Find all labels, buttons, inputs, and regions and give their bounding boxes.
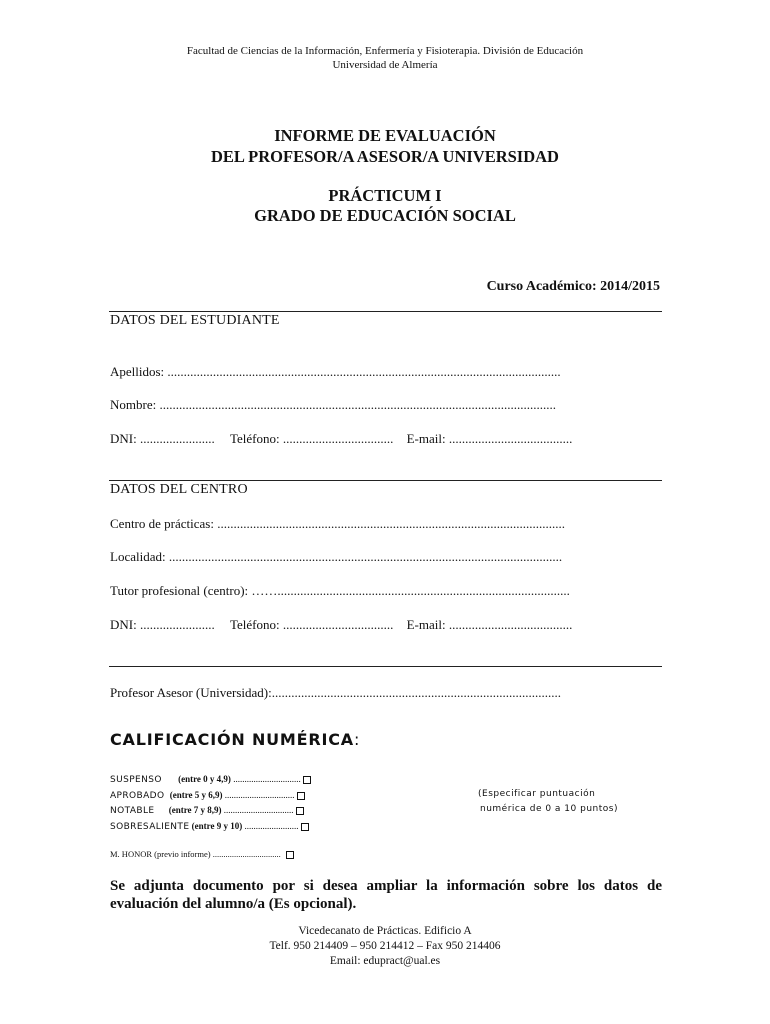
grade-row-honor bbox=[110, 849, 294, 859]
grade-label: NOTABLE bbox=[110, 806, 155, 816]
adjunta-note: Se adjunta documento por si desea ampliar la información sobre los datos de evaluación del alumno/a (Es opcional). bbox=[110, 878, 662, 912]
nombre-field[interactable]: Nombre: .......................................................................................................................... bbox=[110, 397, 556, 412]
tutor-profesional-field[interactable]: Tutor profesional (centro): …….......................................................................................... bbox=[110, 583, 570, 598]
checkbox[interactable] bbox=[297, 792, 305, 800]
center-section-heading: DATOS DEL CENTRO bbox=[110, 482, 248, 497]
student-contact-row bbox=[110, 431, 572, 447]
grade-row-suspenso bbox=[110, 774, 311, 785]
localidad-field[interactable]: Localidad: ......................................................................................................................... bbox=[110, 549, 563, 564]
calificacion-title: CALIFICACIÓN NUMÉRICA bbox=[110, 730, 354, 749]
checkbox[interactable] bbox=[296, 807, 304, 815]
student-email-field[interactable]: E-mail: ...................................... bbox=[406, 431, 573, 446]
center-contact-row bbox=[110, 617, 572, 633]
university-name: Universidad de Almería bbox=[332, 59, 438, 71]
academic-year: Curso Académico: 2014/2015 bbox=[486, 279, 660, 294]
grade-range: (entre 0 y 4,9) bbox=[178, 774, 231, 784]
grade-label: APROBADO bbox=[110, 791, 165, 801]
tutor-telefono-field[interactable]: Teléfono: .................................. bbox=[229, 617, 394, 632]
grade-dots: ............................... bbox=[223, 805, 294, 815]
tutor-dni-field[interactable]: DNI: ....................... bbox=[110, 617, 215, 632]
apellidos-field[interactable]: Apellidos: ......................................................................................................................... bbox=[110, 364, 561, 379]
grade-label: SUSPENSO bbox=[110, 775, 162, 785]
footer-email: Email: edupract@ual.es bbox=[329, 955, 441, 967]
footer-line-2: Telf. 950 214409 – 950 214412 – Fax 950 214406 bbox=[269, 940, 501, 952]
puntuacion-note bbox=[478, 787, 618, 817]
checkbox[interactable] bbox=[286, 851, 294, 859]
student-section-heading: DATOS DEL ESTUDIANTE bbox=[110, 313, 280, 328]
faculty-header: Facultad de Ciencias de la Información, Enfermería y Fisioterapia. División de Educación bbox=[186, 45, 584, 57]
calificacion-colon: : bbox=[353, 730, 361, 749]
grade-range: (entre 9 y 10) bbox=[191, 821, 243, 831]
divider bbox=[109, 666, 662, 667]
grade-label: SOBRESALIENTE bbox=[110, 822, 190, 832]
divider bbox=[109, 311, 662, 312]
grade-dots: ............................... bbox=[224, 790, 295, 800]
puntuacion-note-line-2: numérica de 0 a 10 puntos) bbox=[480, 804, 618, 814]
calificacion-heading bbox=[110, 730, 360, 749]
puntuacion-note-line-1: (Especificar puntuación bbox=[478, 789, 596, 799]
profesor-asesor-field[interactable]: Profesor Asesor (Universidad):......................................................................................... bbox=[110, 685, 561, 700]
grade-dots: ........................ bbox=[244, 821, 299, 831]
honor-label: M. HONOR (previo informe) ................................ bbox=[110, 849, 281, 859]
checkbox[interactable] bbox=[301, 823, 309, 831]
grade-row-aprobado bbox=[110, 790, 305, 801]
title-line-1: INFORME DE EVALUACIÓN bbox=[274, 126, 496, 145]
divider bbox=[109, 480, 662, 481]
grade-range: (entre 7 y 8,9) bbox=[168, 805, 222, 815]
student-dni-field[interactable]: DNI: ....................... bbox=[110, 431, 215, 446]
footer-line-1: Vicedecanato de Prácticas. Edificio A bbox=[298, 925, 472, 937]
grade-range: (entre 5 y 6,9) bbox=[169, 790, 223, 800]
student-telefono-field[interactable]: Teléfono: .................................. bbox=[229, 431, 394, 446]
checkbox[interactable] bbox=[303, 776, 311, 784]
grade-row-sobresaliente bbox=[110, 821, 309, 832]
grade-dots: .............................. bbox=[233, 774, 301, 784]
title-line-4: GRADO DE EDUCACIÓN SOCIAL bbox=[254, 206, 516, 225]
centro-practicas-field[interactable]: Centro de prácticas: ........................................................................................................... bbox=[110, 516, 565, 531]
grade-row-notable bbox=[110, 805, 304, 816]
title-line-3: PRÁCTICUM I bbox=[328, 186, 442, 205]
tutor-email-field[interactable]: E-mail: ...................................... bbox=[406, 617, 573, 632]
title-line-2: DEL PROFESOR/A ASESOR/A UNIVERSIDAD bbox=[211, 147, 559, 166]
